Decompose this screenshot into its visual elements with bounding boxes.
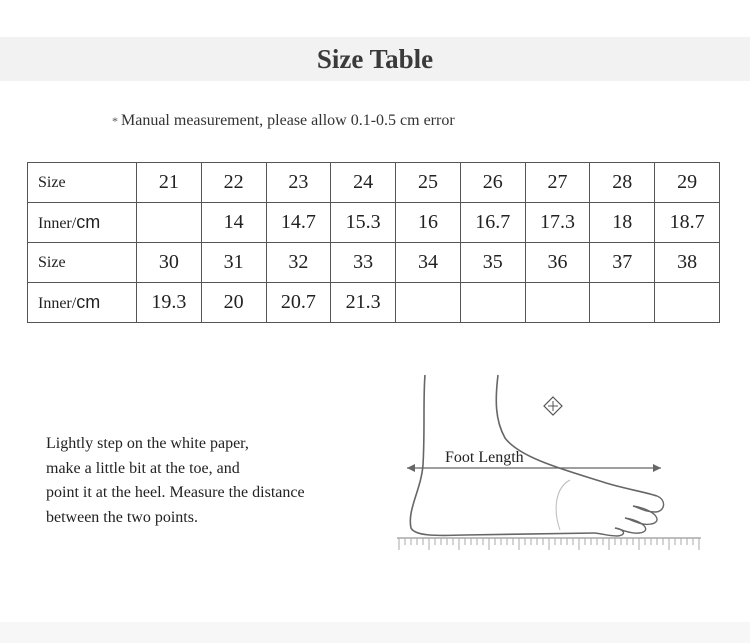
row-label-text: Inner/ xyxy=(38,215,77,232)
bottom-band xyxy=(0,622,750,643)
instruction-line: make a little bit at the toe, and xyxy=(46,459,240,477)
table-cell xyxy=(460,283,525,323)
row-label xyxy=(28,283,137,323)
table-cell xyxy=(655,283,720,323)
ruler xyxy=(397,538,701,550)
table-cell: 35 xyxy=(460,243,525,283)
size-table xyxy=(27,162,720,323)
note-star: * xyxy=(112,114,118,128)
measuring-instructions xyxy=(46,432,366,530)
table-cell: 22 xyxy=(201,163,266,203)
table-row xyxy=(28,163,720,203)
table-cell: 16 xyxy=(396,203,461,243)
table-cell: 16.7 xyxy=(460,203,525,243)
table-cell xyxy=(590,283,655,323)
table-cell: 18 xyxy=(590,203,655,243)
page-title: Size Table xyxy=(0,37,750,81)
table-cell: 29 xyxy=(655,163,720,203)
table-cell: 31 xyxy=(201,243,266,283)
row-label-unit: cm xyxy=(76,292,101,312)
table-cell: 20 xyxy=(201,283,266,323)
table-cell: 15.3 xyxy=(331,203,396,243)
table-cell: 37 xyxy=(590,243,655,283)
table-row xyxy=(28,283,720,323)
row-label-unit: cm xyxy=(76,212,101,232)
table-cell: 17.3 xyxy=(525,203,590,243)
measurement-note xyxy=(112,112,455,130)
table-cell: 14.7 xyxy=(266,203,331,243)
crosshair-diamond-icon xyxy=(544,397,562,415)
table-cell xyxy=(137,203,202,243)
table-cell: 20.7 xyxy=(266,283,331,323)
table-cell: 32 xyxy=(266,243,331,283)
foot-length-label: Foot Length xyxy=(445,449,524,466)
note-text: Manual measurement, please allow 0.1-0.5 cm error xyxy=(121,112,455,129)
table-row xyxy=(28,203,720,243)
instruction-line: between the two points. xyxy=(46,508,198,526)
foot-illustration xyxy=(395,370,705,555)
table-cell: 25 xyxy=(396,163,461,203)
row-label xyxy=(28,203,137,243)
table-cell: 28 xyxy=(590,163,655,203)
row-label xyxy=(28,243,137,283)
table-cell: 21 xyxy=(137,163,202,203)
table-cell: 23 xyxy=(266,163,331,203)
table-cell: 34 xyxy=(396,243,461,283)
table-cell: 33 xyxy=(331,243,396,283)
table-cell: 30 xyxy=(137,243,202,283)
table-cell: 27 xyxy=(525,163,590,203)
table-cell xyxy=(396,283,461,323)
row-label-text: Size xyxy=(38,253,66,271)
table-cell: 19.3 xyxy=(137,283,202,323)
table-cell: 38 xyxy=(655,243,720,283)
table-cell: 36 xyxy=(525,243,590,283)
table-cell: 21.3 xyxy=(331,283,396,323)
table-cell xyxy=(525,283,590,323)
instruction-line: Lightly step on the white paper, xyxy=(46,435,249,452)
row-label xyxy=(28,163,137,203)
row-label-text: Size xyxy=(38,173,66,191)
row-label-text: Inner/ xyxy=(38,295,77,312)
table-row xyxy=(28,243,720,283)
table-cell: 24 xyxy=(331,163,396,203)
table-cell: 26 xyxy=(460,163,525,203)
table-cell: 14 xyxy=(201,203,266,243)
instruction-line: point it at the heel. Measure the distance xyxy=(46,484,305,501)
foot-drawing xyxy=(395,370,705,555)
table-cell: 18.7 xyxy=(655,203,720,243)
